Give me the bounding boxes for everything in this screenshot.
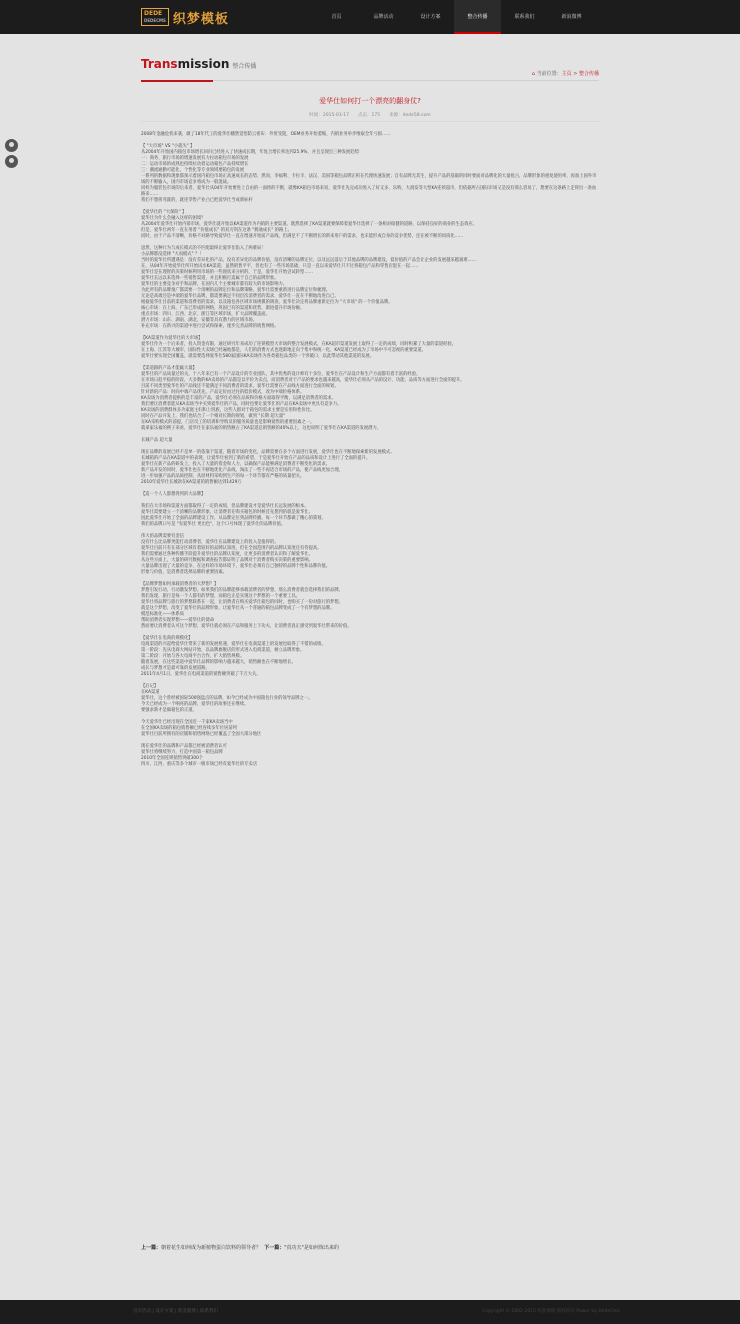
article-paragraph: 新产品开发的同时，爱华仕也在不断地优化产品线，淘汰了一些不再适合市场的产品，使产品线更加合理。 xyxy=(141,468,343,473)
logo-badge: DEDE DEDECMS xyxy=(141,8,169,26)
article-body xyxy=(141,132,599,768)
article-paragraph: 爱华仕的产品质量过的关，十八年来已有一个产品设计的专业团队，其中优秀的设计师有十多位，爱华仕在产品设计和生产方面都有着丰富的经验。 xyxy=(141,372,421,377)
article-paragraph: KA卖场为消费者提供的是丰富的产品，爱华仕必须在品质和价格方面取得平衡，以满足消费者的需求。 xyxy=(141,396,336,401)
article-paragraph: 伟大的品牌需要有金信 xyxy=(141,534,184,539)
article-paragraph: 重点市场：四川、江西、北京、浙江等区域市场，扩大品牌覆盖面。 xyxy=(141,312,270,317)
article-paragraph: 然而要让消费者认可这个梦想，爱华仕就必须在产品和服务上下功夫，让消费者真正感受到爱华仕带来的价值。 xyxy=(141,624,352,629)
article-paragraph: 【 "大市场" VS "小就失" 】 xyxy=(141,144,195,149)
article-paragraph: 从2004年爱华仕开始内销市场，爱华仕就开始以KA渠道作为内销的主要渠道。既然选择了KA渠道就要保障着爱华仕选择了一条相对稳健的道路，以保持良好的商业的生态效应。 xyxy=(141,222,477,227)
article-paragraph: 今天已经成为一个响亮的品牌，爱华仕的故事还在继续。 xyxy=(141,702,249,707)
article-paragraph: 我们的品牌口号是 "有爱华仕 更出色"，这个口号体现了爱华仕的品牌价值。 xyxy=(141,522,286,527)
article-paragraph: 一系列的数据和现象都预示着国内箱包市场正高速成长的态势，然而，李福利、卡拉羊、法汉、美国等箱包品牌正积在代理快速发展；自有品牌无其生、提升产品的基础的同时要面对品牌化的大量抢占，品牌形象的重复使用率，再加上国外市场的不断输入，国内市场竞争将成为一般混战。 xyxy=(141,174,597,185)
home-icon: ⌂ xyxy=(531,71,535,77)
article-paragraph: 大量品牌出现了大量的竞争，在这样的市场环境下，爱华仕必须有自己独特的品牌个性和品牌价值。 xyxy=(141,564,331,569)
article-paragraph: 没有什么比品牌更能打动消费者，爱华仕在品牌建设上的投入是值得的。 xyxy=(141,540,279,545)
footer-copyright: Copyright © 2002-2015 织梦模板 版权所有 Power by DedeCms xyxy=(482,1309,620,1314)
prev-article-link[interactable]: 朝着花生如何成为新植物蛋白饮料的领导者？ xyxy=(161,1245,262,1251)
article-paragraph: 就是这个梦想，改变了爱华仕的品牌形象，让爱华仕从一个普通的箱包品牌变成了一个有梦想的品牌。 xyxy=(141,606,335,611)
article-paragraph: 当时的爱华仕所遭遇是：没有差异化的产品，没有差异化的品牌价值，没有清晰的品牌定位，以及远远落后于其他品牌的品牌建设，低价值的产品会让企业的发展越来越艰难…… xyxy=(141,258,477,263)
article-paragraph: 爱华仕，这个曾经被国际500强盘点的品牌，如今已经成为中国箱包行业的领导品牌之一。 xyxy=(141,696,313,701)
logo-brand-text: 织梦模板 xyxy=(172,11,229,27)
footer xyxy=(0,1300,740,1324)
article-paragraph: 2008年金融危机来袭，做了18年代工的爱华仕幡然觉悟防云密布：外贸受阻，OEM业务开始萎缩，内销业务举步维艰全年亏损…… xyxy=(141,132,391,137)
article-paragraph: 【渠道跟的产品才能赢大量】 xyxy=(141,366,197,371)
article-meta: 时间：2015-03-17 点击：175 来源：dede58.com xyxy=(309,113,431,118)
article-paragraph: 但是，爱华仕两年一直在用着 "价值成长" 的双刃剑在这条 "拥通成长" 的路上。 xyxy=(141,228,292,233)
article-paragraph: 我们不想拐弯就的，就连零售产业凸已把爱华仕当成新标杆 xyxy=(141,198,253,203)
nav-item-brand-activities[interactable]: 品牌活动 xyxy=(373,14,394,20)
article-paragraph: 一：商务、旅行市场的增速发展有力拉动箱包市场的发展 xyxy=(141,156,249,161)
article-paragraph: 爱华仕是在理智的决策时候利用市场的一些现状来分析的，于是，爱华仕开始尝试转型…… xyxy=(141,270,313,275)
article-paragraph: 【KA渠道作为爱华仕的大市场】 xyxy=(141,336,203,341)
article-paragraph: 随着发展，在这些渠道中爱华仕品牌的影响力越来越大，销售额也在不断地增长。 xyxy=(141,660,296,665)
nav-item-weibo[interactable]: 新浪微博 xyxy=(561,14,582,20)
article-paragraph: 【爱华仕在电商的规模化】 xyxy=(141,636,193,641)
nav-item-contact[interactable]: 联系我们 xyxy=(514,14,535,20)
footer-links[interactable]: 首页活动 | 设计方案 | 新浪微博 | 联系我们 xyxy=(133,1309,219,1314)
article-paragraph: 第二阶段：开始与各大电商平台合作，扩大销售规模。 xyxy=(141,654,245,659)
article-paragraph: 四川、江西、重庆等多个城市一级市场已经有爱华仕的专卖店 xyxy=(141,762,258,767)
top-navbar xyxy=(0,0,740,34)
article-paragraph: 2010年全国连锁销售突破300个 xyxy=(141,756,204,761)
nav-item-design[interactable]: 设计方案 xyxy=(420,14,441,20)
article-paragraph: 梦想引发行动，行动激发梦想。如果我们的品牌能够承载消费者的梦想，那么消费者就会选择我们的品牌。 xyxy=(141,588,343,593)
article-paragraph: 针对新的产品：时尚中端产品优先，产品定价由过往的低价模式，改为中端价格体系。 xyxy=(141,390,305,395)
article-paragraph: 要强求新才是做箱包的正道。 xyxy=(141,708,197,713)
article-paragraph: 就拿家乐福的例子来看，爱华仕在家乐福的销售额占了KA渠道总销售额的40%以上，这也说明了爱华仕在KA渠道的发展潜力。 xyxy=(141,426,382,431)
article-paragraph: 爱华仕目前只有在部分区域有着较好的品牌认知度，但在全国范围内的品牌认知度还有待提高。 xyxy=(141,546,322,551)
article-paragraph: 在市场日趋平稳的阶段，大多数的KA卖场的产品都是以平价为卖点，而消费者对于产品的要求也越来越高，爱华仕必须从产品的设计、功能、品质等方面进行全面的提升。 xyxy=(141,378,465,383)
article-paragraph: 同时在产品开发上，我们也结合了一个相对长期的规划，做到 "长期 超大量" xyxy=(141,414,286,419)
article-paragraph: 思然，这种行为与成长模式的不匹配最终让爱华仕陷入了两难局！ xyxy=(141,246,266,251)
article-paragraph: 现在品牌的发展已经不是单一的依靠于渠道，随着市场的变化，品牌需要在多个方面进行发展，爱华仕也在不断地探索新的发展模式。 xyxy=(141,450,395,455)
article-paragraph: 今天爱华仕已经出现在全国近一千家KA卖场当中 xyxy=(141,720,233,725)
article-paragraph: 爱华仕将继续努力，打造中国第一箱包品牌 xyxy=(141,750,223,755)
article-paragraph: 模范标准化——体系质 xyxy=(141,612,184,617)
divider xyxy=(141,121,599,122)
article-paragraph: 爱华仕长远以来选择一些销售渠道，并且积极打造属于自己的品牌形象。 xyxy=(141,276,279,281)
article-paragraph: 爱华仕需要建立一个清晰的品牌形象，让消费者在购买箱包的时候首先想到的就是爱华仕。 xyxy=(141,510,313,515)
article-paragraph: 【品牌梦想如何承载消费者的大梦想？】 xyxy=(141,582,219,587)
breadcrumb-home-link[interactable]: 主页 xyxy=(561,71,572,77)
article-paragraph: 电商渠道的兴起给爱华仕带来了新的发展机遇，爱华仕在电商渠道上的发展也取得了不错的成绩。 xyxy=(141,642,326,647)
article-paragraph: 同时，由于产品不清晰，价格不对路导致爱华仕一直在增速开始前产品线，但满足不了不断增长的新来用户的需求，也未能形成自身的竞争优势，还在被不断的同质化…… xyxy=(141,234,464,239)
article-paragraph: 爱华仕将品牌与旅行的梦想联系在一起，让消费者在购买爱华仕箱包的同时，也购买了一份对旅行的梦想。 xyxy=(141,600,343,605)
article-paragraph: 2010年爱华仕长城款在KA渠道的销售额达到1429万 xyxy=(141,480,242,485)
article-paragraph: 爱华仕为什么会融入这样的困境？ xyxy=(141,216,206,221)
article-paragraph: KA卖场的消费群体多为家庭主妇和上班族，这些人群对于箱包的需求主要是实用和性价比。 xyxy=(141,408,315,413)
article-paragraph: 从2004年开始国内箱包市场增长回归已经进入了快速成长期，年复合增长率达到25.9%，并且呈现出三种发展趋势： xyxy=(141,150,364,155)
article-paragraph: 根据爱华仕目前的渠道和消费者的需求，以及箱包各区域市场规模的调查，爱华仕决定将品牌重新定位为 "大市场" 的一个价值品牌。 xyxy=(141,300,393,305)
user-icon xyxy=(9,142,14,147)
article-paragraph: 2011年4月1日，爱华仕在电商渠道的销售额突破了千万大关。 xyxy=(141,672,261,677)
article-paragraph: 无论是高端还是中端的爱华仕品牌，都需要满足不同层次消费者的需求，爱华仕一直在不断地改进自己。 xyxy=(141,294,339,299)
article-paragraph: 三：潮流通勤可能化、个性化等专业领域要箱包的发展 xyxy=(141,168,245,173)
article-paragraph: 我们需要通过各种传播手段提升爱华仕的品牌认知度，让更多的消费者认识和了解爱华仕。 xyxy=(141,552,313,557)
article-paragraph: 现在爱华仕的品牌和产品都已经被消费者认可 xyxy=(141,744,227,749)
nav-item-integrated-communication[interactable]: 整合传播 xyxy=(454,0,501,34)
article-paragraph: 在KA渠道 xyxy=(141,690,160,695)
article-paragraph: 补充市场：在新兴的渠道中进行尝试和探索，逐步完善品牌的销售网络。 xyxy=(141,324,279,329)
article-paragraph: 核心市场：在上海、广东已形成的网络，巩固已有的渠道和优势，渐进提升市场份额。 xyxy=(141,306,305,311)
nav-item-home[interactable]: 首页 xyxy=(331,14,342,20)
article-paragraph: 目前不同类型爱华仕的产品线还不能满足不同消费者的需求，爱华仕需要在产品线方面进行全面的规划。 xyxy=(141,384,339,389)
article-paragraph: 长城产品 超大量 xyxy=(141,438,173,443)
main-nav xyxy=(313,0,595,34)
user-icon xyxy=(9,158,14,163)
side-contact-button-1[interactable] xyxy=(5,139,18,152)
article-paragraph: 形象与价值，是消费者选择品牌的重要因素。 xyxy=(141,570,227,575)
article-paragraph: 爱华仕目前所拥有的店铺和销售网络已经覆盖了全国大部分地区 xyxy=(141,732,262,737)
divider-accent xyxy=(141,80,213,82)
article-paragraph: 爱华仕要实现全国覆盖，就需要选择爱华仕580家国际KA卖场作为各类箱包品类的一个突破口，以此带动其他渠道的发展。 xyxy=(141,354,375,359)
prev-next-links: 上一篇：朝着花生如何成为新植物蛋白饮料的领导者？ 下一篇："真功夫"是如何炼出来的 xyxy=(141,1245,339,1251)
article-paragraph: 进一步加强产品的品质控制，从原材料采购到生产的每一个环节都有严格的质量把关。 xyxy=(141,474,305,479)
article-paragraph: 潜力市场：山东、湖南、湖北、安徽等具有潜力的区域市场。 xyxy=(141,318,258,323)
article-paragraph: 同样为服装包市场的后来者，爱华仕从04年开始要进上自由的一面将的不断，就像KA箱包市场来说，爱华仕先完成功进入了好又多、乐购、大润发等大型KA连锁超市，但依据所占国际市场又是没有那么容易了，想要在这条路上走得出一条血路来…… xyxy=(141,186,597,197)
article-paragraph: 在KA采购模式的前提，门店员工的培训和导购员的服务质量也是影响销售的重要因素之一。 xyxy=(141,420,315,425)
article-paragraph: 小品牌都没选择 "大而模式" ？！ xyxy=(141,252,204,257)
article-title: 爱华仕如何打一个漂亮的翻身仗? xyxy=(319,97,421,105)
article-paragraph: 帮助消费者实现梦想——爱华仕的使命 xyxy=(141,618,215,623)
article-paragraph: 我们要让消费者能从KA卖场当中买到爱华仕的产品，同时也要让爱华仕的产品在KA卖场中更具有竞争力。 xyxy=(141,402,342,407)
section-title: Transmission 整合传播 xyxy=(141,57,257,71)
next-article-link[interactable]: "真功夫"是如何炼出来的 xyxy=(284,1245,339,1251)
article-paragraph: 在全国KA卖场的箱包销售额已经连续多年位居前列 xyxy=(141,726,237,731)
article-paragraph: 爱华仕作为一个后来者，投入资金有限，通过研究年来成功了连锁模型大市场的整合发展模式，在KA超市渠道发展上取得了一定的成绩，同时积累了大量的渠道经验。 xyxy=(141,342,457,347)
article-paragraph: 在上海、江苏等大城市，国际性大卖场已经遍地都是，人们的消费方式也逐渐地走向于集中和统一化，KA渠道已经成为了市场中不可忽视的重要渠道。 xyxy=(141,348,426,353)
article-paragraph: 长城箱的产品在KA渠道中的表现，让爱华仕看到了新的希望，于是爱华仕开始在产品的品质和设计上进行了全面的提升。 xyxy=(141,456,371,461)
article-paragraph: 爱华仕在新产品的研发上，投入了大量的资金和人力，以确保产品能够满足消费者不断变化的需求。 xyxy=(141,462,331,467)
article-paragraph: 从这些方面上，大量的研究数据和调查报告都证明了品牌对于消费者购买决策的重要影响。 xyxy=(141,558,313,563)
article-paragraph: 第一阶段：先从电商大网站开始，以品牌旗舰店的形式进入电商渠道，树立品牌形象。 xyxy=(141,648,305,653)
article-paragraph: 我们在大市场和渠道方面都取得了一定的成绩，但品牌建设才是爱华仕长远发展的根本。 xyxy=(141,504,309,509)
side-contact-button-2[interactable] xyxy=(5,155,18,168)
article-paragraph: 【后记】 xyxy=(141,684,159,689)
article-paragraph: 【造一个人人都想得到的大品牌】 xyxy=(141,492,206,497)
article-paragraph: 因此爱华仕开始了全面的品牌建设工作，从品牌定位到品牌传播，每一个环节都做了精心的策划。 xyxy=(141,516,326,521)
breadcrumb: ⌂ 当前位置：主页 > 整合传播 xyxy=(531,71,599,77)
article-paragraph: 爱华仕的主要竞争对手和品牌，在国内几个主要城市都有较大的市场影响力。 xyxy=(141,282,288,287)
site-logo[interactable] xyxy=(141,8,229,26)
article-paragraph: 成长与梦想才是最可靠的发展道路。 xyxy=(141,666,210,671)
article-paragraph: 我们发现，旅行是每一个人都有的梦想，而箱包正是实现这个梦想的一个重要工具。 xyxy=(141,594,300,599)
article-paragraph: 【爱华仕的 "大保险" 】 xyxy=(141,210,187,215)
article-paragraph: 二：运动市场的成熟也持续拉动着运动箱包产品持续增长 xyxy=(141,162,249,167)
breadcrumb-current-link[interactable]: 整合传播 xyxy=(578,71,599,77)
article-paragraph: 在，从04年开始爱华仕所开始试水KA渠道，虽然销售平平，但也有了一些市场基础，只是一直以来爱华仕只不过将箱包产品和零售店混在一起…… xyxy=(141,264,419,269)
article-paragraph: 为此所有的品牌推广都需要一个清晰的品牌定位和品牌策略，爱华仕需要重新进行品牌定位和梳理。 xyxy=(141,288,331,293)
